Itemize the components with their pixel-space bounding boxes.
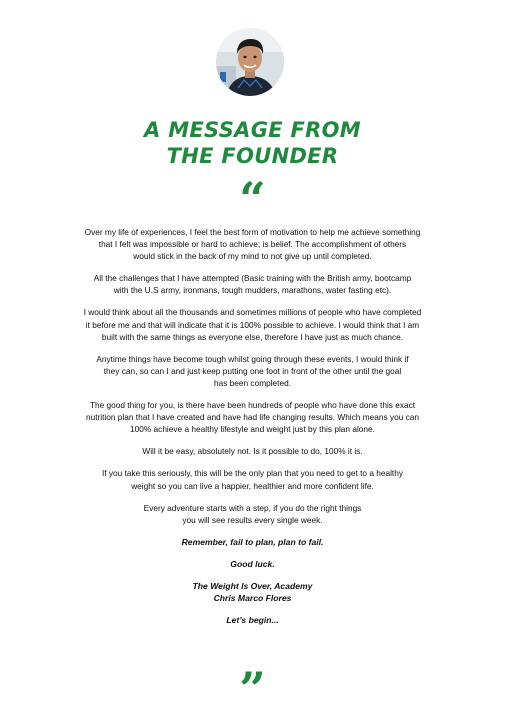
text-line: Will it be easy, absolutely not. Is it possible to do, 100% it is. bbox=[142, 446, 363, 457]
text-line: The good thing for you, is there have been hundreds of people who have done this exact bbox=[89, 400, 416, 411]
text-line: Every adventure starts with a step, if you do the right things bbox=[143, 502, 362, 513]
page-title-line-1: A MESSAGE FROM bbox=[144, 118, 361, 142]
text-line: you will see results every single week. bbox=[182, 514, 323, 525]
close-quote-icon: ” bbox=[239, 662, 266, 716]
founder-portrait-icon bbox=[216, 28, 284, 96]
text-line: nutrition plan that I have created and have had life changing results. Which means you can bbox=[85, 412, 419, 423]
text-line: built with the same things as everyone else, therefore I have just as much chance. bbox=[101, 331, 404, 342]
lets-begin: Let’s begin... bbox=[226, 615, 279, 626]
paragraph bbox=[38, 502, 467, 526]
text-line: they can, so can I and just keep putting one foot in front of the other until the goal bbox=[103, 365, 402, 376]
text-line: If you take this seriously, this will be the only plan that you need to get to a healthy bbox=[101, 468, 404, 479]
text-line: that I felt was impossible or hard to achieve; is belief. The accomplishment of others bbox=[98, 239, 407, 250]
text-line: would stick in the back of my mind to not give up until completed. bbox=[133, 251, 372, 262]
paragraph bbox=[38, 272, 467, 296]
open-quote-icon: “ bbox=[239, 172, 266, 226]
text-line: 100% achieve a healthy lifestyle and weight just by this plan alone. bbox=[130, 424, 375, 435]
text-line: weight so you can live a happier, healthier and more confident life. bbox=[131, 480, 374, 491]
message-body bbox=[38, 226, 467, 636]
paragraph bbox=[38, 226, 467, 262]
signature-org: The Weight Is Over, Academy bbox=[192, 580, 313, 591]
paragraph bbox=[38, 306, 467, 342]
good-luck: Good luck. bbox=[230, 558, 275, 569]
text-line: Anytime things have become tough whilst going through these events, I would think if bbox=[96, 353, 409, 364]
paragraph bbox=[38, 467, 467, 491]
text-line: All the challenges that I have attempted (Basic training with the British army, bootcamp bbox=[93, 273, 412, 284]
signature-name: Chris Marco Flores bbox=[213, 593, 292, 604]
text-line: with the U.S army, ironmans, tough mudders, marathons, water fasting etc). bbox=[113, 285, 392, 296]
text-line: it before me and that will indicate that it is 100% possible to achieve. I would think that I am bbox=[85, 319, 420, 330]
paragraph bbox=[38, 399, 467, 435]
page-title-line-2: THE FOUNDER bbox=[166, 144, 339, 168]
motto: Remember, fail to plan, plan to fail. bbox=[181, 536, 324, 547]
text-line: Over my life of experiences, I feel the best form of motivation to help me achieve something bbox=[84, 227, 421, 237]
text-line: I would think about all the thousands and sometimes millions of people who have completed bbox=[83, 307, 422, 318]
paragraph bbox=[38, 353, 467, 389]
founder-avatar bbox=[216, 28, 284, 96]
text-line: has been completed. bbox=[213, 377, 292, 388]
paragraph bbox=[38, 445, 467, 457]
